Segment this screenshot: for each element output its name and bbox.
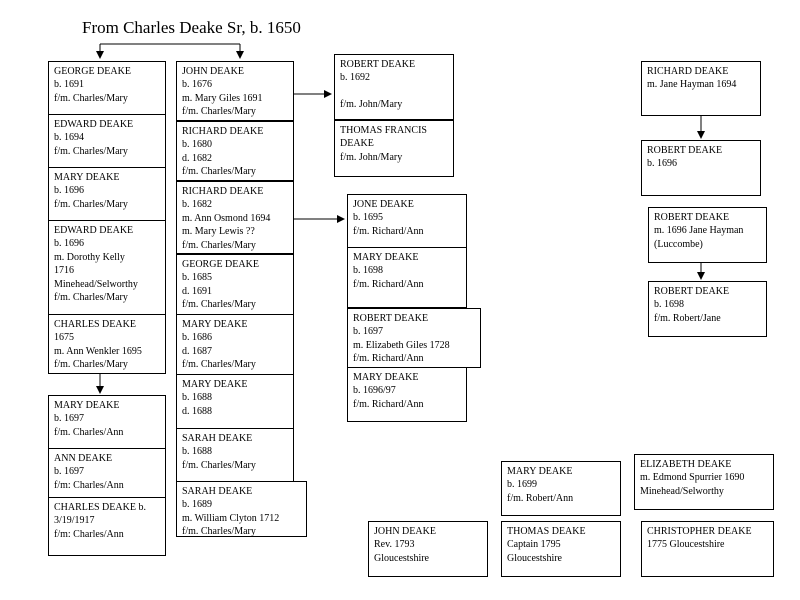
person-place: Gloucestshire	[507, 552, 562, 564]
person-box-robert-deake-1698	[648, 281, 767, 337]
person-parents: f/m. Charles/Mary	[182, 106, 256, 118]
person-detail: 1675	[54, 332, 74, 344]
person-box-sarah-deake-1688	[176, 428, 294, 482]
person-name: RICHARD DEAKE	[182, 126, 264, 137]
person-parents: f/m. John/Mary	[340, 151, 403, 163]
person-parents: f/m. Richard/Ann	[353, 278, 424, 290]
person-box-mary-deake-1686	[176, 314, 294, 375]
person-detail: b. 1697	[353, 326, 383, 338]
person-box-thomas-deake-captain	[501, 521, 621, 577]
person-box-robert-deake-1697	[347, 308, 481, 368]
person-box-robert-deake-1692	[334, 54, 454, 120]
person-parents: f/m. Charles/Mary	[54, 359, 128, 371]
person-box-john-deake-1676	[176, 61, 294, 121]
person-detail: b. 1696/97	[353, 385, 396, 397]
person-marriage: m. Mary Giles 1691	[182, 92, 263, 104]
person-parents: f/m. Richard/Ann	[353, 225, 424, 237]
person-parents: f/m. Charles/Mary	[182, 299, 256, 311]
person-detail: b. 1676	[182, 79, 212, 91]
person-box-mary-deake-1697	[48, 395, 166, 449]
person-detail: b. 1697	[54, 413, 84, 425]
person-name: SARAH DEAKE	[182, 433, 253, 444]
person-name: JOHN DEAKE	[374, 526, 436, 537]
person-box-christopher-deake	[641, 521, 774, 577]
person-box-edward-deake-1696	[48, 220, 166, 315]
person-box-charles-deake-1675	[48, 314, 166, 374]
person-box-john-deake-rev	[368, 521, 488, 577]
person-detail: 1775 Gloucestshire	[647, 539, 725, 551]
person-box-thomas-francis-deake	[334, 120, 454, 177]
person-detail: 3/19/1917	[54, 515, 95, 527]
person-parents: f/m. Charles/Mary	[54, 292, 128, 304]
person-detail: b. 1680	[182, 139, 212, 151]
person-detail: b. 1699	[507, 479, 537, 491]
chart-title: From Charles Deake Sr, b. 1650	[82, 18, 301, 37]
person-detail: b. 1691	[54, 79, 84, 91]
person-name: JONE DEAKE	[353, 199, 414, 210]
person-name: MARY DEAKE	[353, 372, 419, 383]
person-marriage: m. Elizabeth Giles 1728	[353, 339, 450, 351]
person-parents: f/m. Charles/Mary	[182, 459, 256, 471]
person-place: Minehead/Selworthy	[54, 278, 138, 290]
person-name: ROBERT DEAKE	[647, 145, 723, 156]
person-name: GEORGE DEAKE	[182, 259, 259, 270]
person-blank-line	[340, 85, 453, 98]
person-name: EDWARD DEAKE	[54, 225, 134, 236]
person-detail: b. 1689	[182, 499, 212, 511]
person-name: CHRISTOPHER DEAKE	[647, 526, 752, 537]
person-detail: b. 1696	[54, 185, 84, 197]
person-name: JOHN DEAKE	[182, 66, 244, 77]
person-detail: b. 1682	[182, 199, 212, 211]
person-name: EDWARD DEAKE	[54, 119, 134, 130]
person-detail: b. 1688	[182, 446, 212, 458]
person-detail: b. 1698	[654, 299, 684, 311]
person-death: d. 1691	[182, 285, 212, 297]
person-place: (Luccombe)	[654, 238, 703, 250]
person-box-george-deake-1685	[176, 254, 294, 315]
person-box-sarah-deake-1689	[176, 481, 307, 537]
person-name: ROBERT DEAKE	[654, 212, 730, 223]
person-parents: f/m. Charles/Mary	[182, 239, 256, 251]
person-detail: b. 1695	[353, 212, 383, 224]
person-name: THOMAS DEAKE	[507, 526, 586, 537]
person-parents: f/m. Charles/Mary	[54, 92, 128, 104]
person-detail: b. 1698	[353, 265, 383, 277]
person-parents: f/m. Robert/Jane	[654, 312, 721, 324]
person-parents: f/m: Charles/Ann	[54, 479, 124, 491]
person-parents: f/m. Richard/Ann	[353, 353, 424, 365]
person-parents: f/m. Charles/Mary	[54, 198, 128, 210]
person-parents: f/m. Richard/Ann	[353, 398, 424, 410]
person-death: d. 1688	[182, 405, 212, 417]
person-marriage: m. Ann Wenkler 1695	[54, 345, 142, 357]
person-name: GEORGE DEAKE	[54, 66, 131, 77]
person-box-jone-deake-1695	[347, 194, 467, 248]
person-marriage: m. Dorothy Kelly	[54, 251, 125, 263]
person-parents: f/m. Charles/Mary	[182, 166, 256, 178]
person-name: ROBERT DEAKE	[340, 59, 416, 70]
person-name-cont: DEAKE	[340, 138, 374, 150]
person-detail: Rev. 1793	[374, 539, 415, 551]
person-name: ROBERT DEAKE	[353, 313, 429, 324]
person-name: ANN DEAKE	[54, 453, 113, 464]
person-name: ELIZABETH DEAKE	[640, 459, 732, 470]
person-box-mary-deake-1696	[48, 167, 166, 221]
person-marriage-year: 1716	[54, 265, 74, 277]
person-marriage-second: m. Mary Lewis ??	[182, 226, 255, 238]
person-box-mary-deake-1698	[347, 247, 467, 308]
person-name: MARY DEAKE	[182, 379, 248, 390]
person-box-ann-deake-1697	[48, 448, 166, 498]
person-box-elizabeth-deake	[634, 454, 774, 510]
person-box-mary-deake-1699	[501, 461, 621, 516]
person-parents: f/m. Charles/Mary	[182, 359, 256, 371]
person-detail: b. 1688	[182, 392, 212, 404]
person-detail: b. 1692	[340, 72, 370, 84]
person-name: RICHARD DEAKE	[647, 66, 729, 77]
person-box-charles-deake-1917	[48, 497, 166, 556]
person-parents: f/m. Robert/Ann	[507, 492, 574, 504]
person-name: THOMAS FRANCIS	[340, 125, 427, 136]
person-detail: b. 1685	[182, 272, 212, 284]
person-death: d. 1687	[182, 345, 212, 357]
person-parents: f/m. Charles/Ann	[54, 426, 124, 438]
person-place: Minehead/Selworthy	[640, 485, 724, 497]
person-box-mary-deake-1688	[176, 374, 294, 429]
person-box-robert-deake-m1696	[648, 207, 767, 263]
person-marriage: m. Edmond Spurrier 1690	[640, 472, 745, 484]
person-box-robert-deake-1696	[641, 140, 761, 196]
person-name: MARY DEAKE	[353, 252, 419, 263]
person-detail: b. 1694	[54, 132, 84, 144]
person-marriage: m. Ann Osmond 1694	[182, 212, 271, 224]
person-box-richard-deake-1680	[176, 121, 294, 181]
person-parents: f/m. Charles/Mary	[54, 145, 128, 157]
person-name: SARAH DEAKE	[182, 486, 253, 497]
person-box-richard-deake-hayman	[641, 61, 761, 116]
person-detail: b. 1696	[647, 158, 677, 170]
person-name: MARY DEAKE	[54, 172, 120, 183]
person-death: d. 1682	[182, 152, 212, 164]
person-name: ROBERT DEAKE	[654, 286, 730, 297]
person-parents: f/m. John/Mary	[340, 99, 403, 111]
person-box-mary-deake-1696-97	[347, 367, 467, 422]
person-place: Gloucestshire	[374, 552, 429, 564]
person-marriage: m. William Clyton 1712	[182, 512, 280, 524]
person-name: MARY DEAKE	[507, 466, 573, 477]
person-name: CHARLES DEAKE b.	[54, 502, 146, 513]
person-box-edward-deake-1694	[48, 114, 166, 168]
person-marriage: m. 1696 Jane Hayman	[654, 225, 744, 237]
person-name: CHARLES DEAKE	[54, 319, 136, 330]
person-detail: b. 1697	[54, 466, 84, 478]
person-detail: b. 1686	[182, 332, 212, 344]
person-marriage: m. Jane Hayman 1694	[647, 79, 737, 91]
person-box-richard-deake-1682	[176, 181, 294, 254]
person-name: RICHARD DEAKE	[182, 186, 264, 197]
person-name: MARY DEAKE	[182, 319, 248, 330]
person-parents: f/m. Charles/Mary	[182, 526, 256, 537]
person-parents: f/m: Charles/Ann	[54, 528, 124, 540]
person-box-george-deake-1691	[48, 61, 166, 115]
person-detail: Captain 1795	[507, 539, 561, 551]
person-name: MARY DEAKE	[54, 400, 120, 411]
person-detail: b. 1696	[54, 238, 84, 250]
